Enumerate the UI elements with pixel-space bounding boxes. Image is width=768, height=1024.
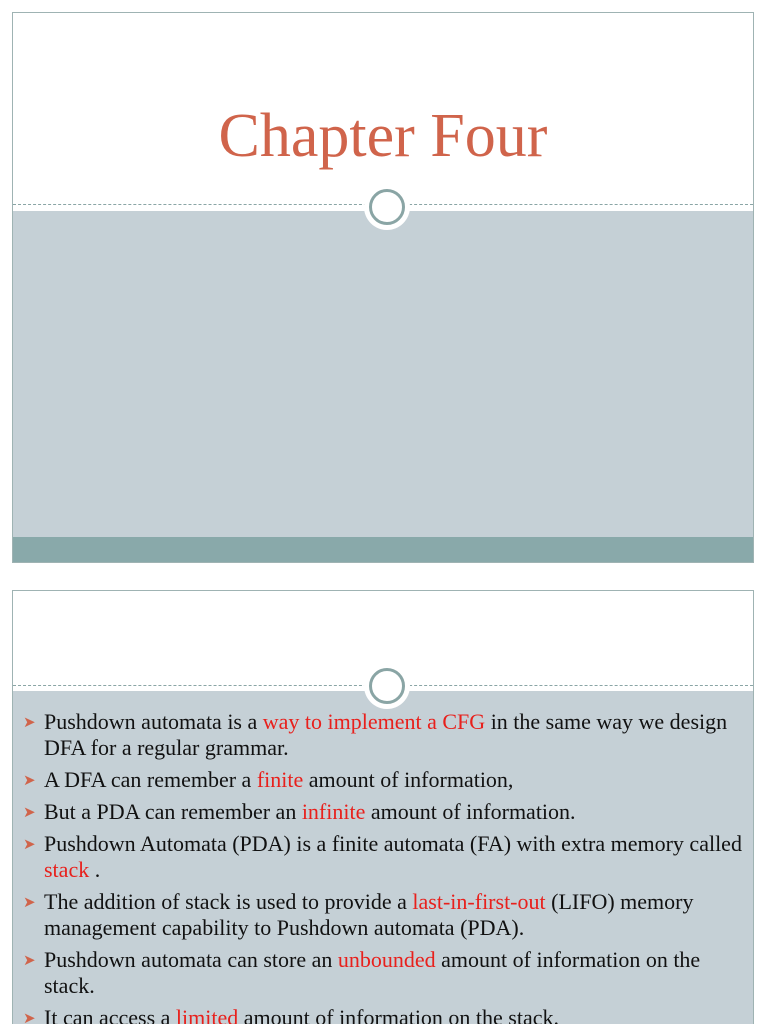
bullet-text: amount of information. [365, 799, 576, 824]
bullet-text: But a PDA can remember an [44, 799, 302, 824]
bullet-item [21, 799, 747, 825]
bullet-text: The addition of stack is used to provide a [44, 889, 413, 914]
bullet-highlight: stack [44, 857, 95, 882]
bullet-text: Pushdown automata can store an [44, 947, 338, 972]
bullet-highlight: way to implement a CFG [262, 709, 486, 734]
bullet-item [21, 831, 747, 883]
bullet-item [21, 1005, 747, 1024]
bullet-text: . [94, 857, 101, 882]
slide-title: Chapter Four [218, 102, 548, 170]
arrow-bullet-icon: ➤ [23, 951, 36, 969]
slide-1 [12, 12, 754, 563]
arrow-bullet-icon: ➤ [23, 835, 36, 853]
bullet-text: (LIFO) memory management capability to Pushdown automata (PDA). [44, 889, 694, 940]
circle-ornament-icon [364, 663, 410, 709]
bullet-item [21, 947, 747, 999]
bullet-list [21, 709, 747, 1024]
bullet-text: Pushdown automata is a [44, 709, 263, 734]
bullet-item [21, 889, 747, 941]
slide-2 [12, 590, 754, 1024]
footer-bar [13, 537, 753, 563]
slide-1-body [13, 211, 753, 537]
arrow-bullet-icon: ➤ [23, 1009, 36, 1024]
circle-ornament-icon [364, 184, 410, 230]
bullet-item [21, 767, 747, 793]
bullet-text: amount of information on the stack. [238, 1005, 560, 1024]
bullet-text: amount of information on the stack. [44, 947, 701, 998]
bullet-highlight: last-in-first-out [412, 889, 546, 914]
bullet-text: in the same way we design DFA for a regular grammar. [44, 709, 728, 760]
bullet-text: A DFA can remember a [44, 767, 257, 792]
bullet-text: Pushdown Automata (PDA) is a finite automata (FA) with extra memory called [44, 831, 742, 856]
arrow-bullet-icon: ➤ [23, 893, 36, 911]
arrow-bullet-icon: ➤ [23, 771, 36, 789]
bullet-highlight: unbounded [337, 947, 436, 972]
arrow-bullet-icon: ➤ [23, 713, 36, 731]
bullet-text: amount of information, [303, 767, 514, 792]
bullet-text: It can access a [44, 1005, 176, 1024]
bullet-item [21, 709, 747, 761]
bullet-highlight: infinite [301, 799, 366, 824]
arrow-bullet-icon: ➤ [23, 803, 36, 821]
bullet-highlight: limited [175, 1005, 239, 1024]
bullet-highlight: finite [256, 767, 304, 792]
